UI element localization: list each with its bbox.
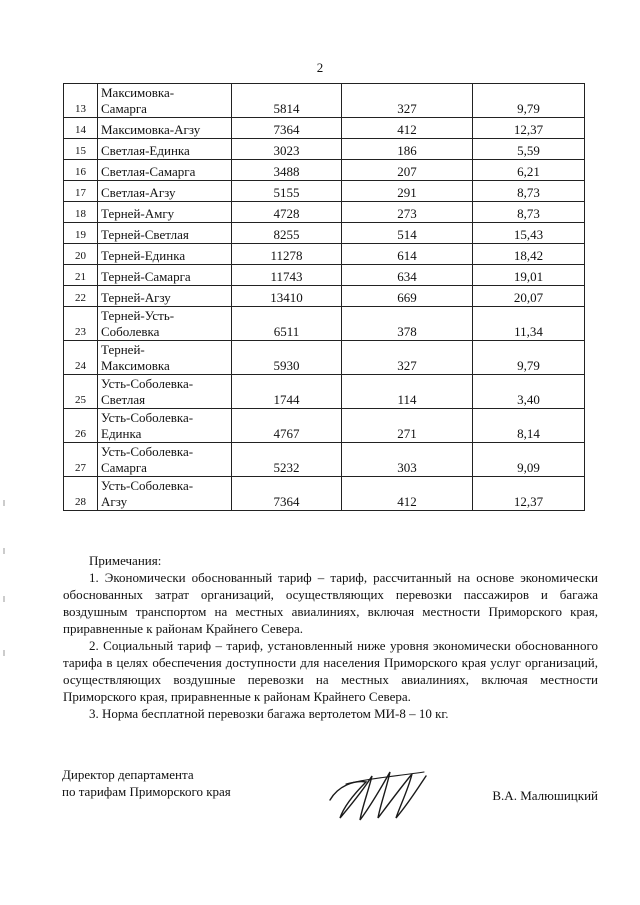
table-row <box>64 307 585 341</box>
route-line: Единка <box>101 426 142 441</box>
route-line: Агзу <box>101 494 128 509</box>
row-number: 18 <box>64 202 98 223</box>
route-line: Самарга <box>101 101 147 116</box>
route-cell <box>98 307 232 341</box>
route-cell <box>98 118 232 139</box>
value-cell-col3: 9,79 <box>473 341 585 375</box>
value-cell-col3: 9,09 <box>473 443 585 477</box>
route-line: Светлая-Самарга <box>101 164 196 179</box>
table-row <box>64 118 585 139</box>
table-row <box>64 84 585 118</box>
route-cell <box>98 223 232 244</box>
value-cell-col2: 378 <box>342 307 473 341</box>
row-number: 20 <box>64 244 98 265</box>
value-cell-col1: 5155 <box>232 181 342 202</box>
row-number: 23 <box>64 307 98 341</box>
value-cell-col1: 1744 <box>232 375 342 409</box>
row-number: 16 <box>64 160 98 181</box>
value-cell-col1: 7364 <box>232 477 342 511</box>
route-cell <box>98 477 232 511</box>
value-cell-col3: 8,14 <box>473 409 585 443</box>
table-row <box>64 265 585 286</box>
page-number: 2 <box>316 60 324 75</box>
route-line: Терней-Усть- <box>101 308 175 323</box>
value-cell-col3: 6,21 <box>473 160 585 181</box>
value-cell-col1: 6511 <box>232 307 342 341</box>
signature-block <box>62 762 598 832</box>
value-cell-col2: 271 <box>342 409 473 443</box>
row-number: 24 <box>64 341 98 375</box>
value-cell-col1: 5814 <box>232 84 342 118</box>
route-cell <box>98 265 232 286</box>
route-cell <box>98 375 232 409</box>
note-item-1: 1. Экономически обоснованный тариф – тариф, рассчитанный на основе экономически обоснованных затрат организаций, осуществляющих перевозки пассажиров и багажа воздушным транспортом на местных авиалиниях, включая местности Приморского края, приравненные к районам Крайнего Севера. <box>63 570 598 636</box>
route-line: Терней-Амгу <box>101 206 175 221</box>
table-row <box>64 286 585 307</box>
route-line: Максимовка <box>101 358 170 373</box>
route-line: Терней-Светлая <box>101 227 189 242</box>
notes-heading: Примечания: <box>89 553 162 568</box>
value-cell-col2: 327 <box>342 84 473 118</box>
route-line: Терней-Агзу <box>101 290 171 305</box>
scan-edge-marks <box>3 500 7 680</box>
value-cell-col3: 12,37 <box>473 118 585 139</box>
value-cell-col1: 3023 <box>232 139 342 160</box>
row-number: 13 <box>64 84 98 118</box>
table-row <box>64 181 585 202</box>
row-number: 26 <box>64 409 98 443</box>
table-row <box>64 477 585 511</box>
route-cell <box>98 202 232 223</box>
value-cell-col2: 514 <box>342 223 473 244</box>
value-cell-col2: 273 <box>342 202 473 223</box>
value-cell-col3: 3,40 <box>473 375 585 409</box>
notes-section <box>63 552 598 722</box>
table-row <box>64 443 585 477</box>
value-cell-col1: 13410 <box>232 286 342 307</box>
value-cell-col2: 634 <box>342 265 473 286</box>
route-line: Максимовка-Агзу <box>101 122 201 137</box>
value-cell-col3: 19,01 <box>473 265 585 286</box>
table-row <box>64 244 585 265</box>
row-number: 27 <box>64 443 98 477</box>
value-cell-col3: 8,73 <box>473 181 585 202</box>
table-row <box>64 160 585 181</box>
value-cell-col1: 4767 <box>232 409 342 443</box>
route-line: Максимовка- <box>101 85 175 100</box>
row-number: 17 <box>64 181 98 202</box>
table-row <box>64 409 585 443</box>
value-cell-col1: 11743 <box>232 265 342 286</box>
value-cell-col1: 5930 <box>232 341 342 375</box>
value-cell-col3: 8,73 <box>473 202 585 223</box>
value-cell-col2: 669 <box>342 286 473 307</box>
value-cell-col3: 15,43 <box>473 223 585 244</box>
signatory-title-line-1: Директор департамента <box>62 767 194 782</box>
value-cell-col2: 412 <box>342 118 473 139</box>
value-cell-col1: 8255 <box>232 223 342 244</box>
row-number: 15 <box>64 139 98 160</box>
table-row <box>64 139 585 160</box>
route-cell <box>98 286 232 307</box>
value-cell-col2: 186 <box>342 139 473 160</box>
signatory-title <box>62 766 231 800</box>
value-cell-col2: 614 <box>342 244 473 265</box>
route-line: Светлая <box>101 392 146 407</box>
value-cell-col2: 327 <box>342 341 473 375</box>
route-line: Самарга <box>101 460 147 475</box>
row-number: 22 <box>64 286 98 307</box>
value-cell-col1: 5232 <box>232 443 342 477</box>
table-row <box>64 375 585 409</box>
tariff-table <box>63 83 585 511</box>
route-cell <box>98 160 232 181</box>
route-cell <box>98 84 232 118</box>
value-cell-col1: 4728 <box>232 202 342 223</box>
table-row <box>64 341 585 375</box>
route-cell <box>98 409 232 443</box>
row-number: 14 <box>64 118 98 139</box>
value-cell-col1: 11278 <box>232 244 342 265</box>
value-cell-col3: 11,34 <box>473 307 585 341</box>
route-line: Усть-Соболевка- <box>101 444 194 459</box>
handwritten-signature-icon <box>320 762 440 832</box>
row-number: 21 <box>64 265 98 286</box>
signatory-title-line-2: по тарифам Приморского края <box>62 784 231 799</box>
value-cell-col2: 412 <box>342 477 473 511</box>
table-row <box>64 223 585 244</box>
route-line: Соболевка <box>101 324 160 339</box>
route-line: Терней- <box>101 342 145 357</box>
route-line: Усть-Соболевка- <box>101 478 194 493</box>
route-line: Светлая-Агзу <box>101 185 176 200</box>
row-number: 28 <box>64 477 98 511</box>
value-cell-col3: 9,79 <box>473 84 585 118</box>
value-cell-col3: 5,59 <box>473 139 585 160</box>
table-row <box>64 202 585 223</box>
value-cell-col2: 303 <box>342 443 473 477</box>
tariff-table-body <box>64 84 585 511</box>
route-line: Терней-Единка <box>101 248 186 263</box>
value-cell-col2: 207 <box>342 160 473 181</box>
route-line: Усть-Соболевка- <box>101 376 194 391</box>
value-cell-col3: 18,42 <box>473 244 585 265</box>
route-cell <box>98 181 232 202</box>
value-cell-col1: 3488 <box>232 160 342 181</box>
route-line: Терней-Самарга <box>101 269 191 284</box>
row-number: 19 <box>64 223 98 244</box>
value-cell-col3: 12,37 <box>473 477 585 511</box>
row-number: 25 <box>64 375 98 409</box>
note-item-3: 3. Норма бесплатной перевозки багажа вертолетом МИ-8 – 10 кг. <box>89 706 449 721</box>
value-cell-col1: 7364 <box>232 118 342 139</box>
value-cell-col2: 114 <box>342 375 473 409</box>
value-cell-col2: 291 <box>342 181 473 202</box>
route-line: Усть-Соболевка- <box>101 410 194 425</box>
route-line: Светлая-Единка <box>101 143 190 158</box>
route-cell <box>98 139 232 160</box>
signatory-name: В.А. Малюшицкий <box>492 788 598 803</box>
value-cell-col3: 20,07 <box>473 286 585 307</box>
route-cell <box>98 443 232 477</box>
route-cell <box>98 341 232 375</box>
route-cell <box>98 244 232 265</box>
note-item-2: 2. Социальный тариф – тариф, установленный ниже уровня экономически обоснованного тарифа в целях обеспечения доступности для населения Приморского края услуг организаций, осуществляющих воздушные перевозки на местных авиалиниях, включая местности Приморского края, приравненные к районам Крайнего Севера. <box>63 638 598 704</box>
